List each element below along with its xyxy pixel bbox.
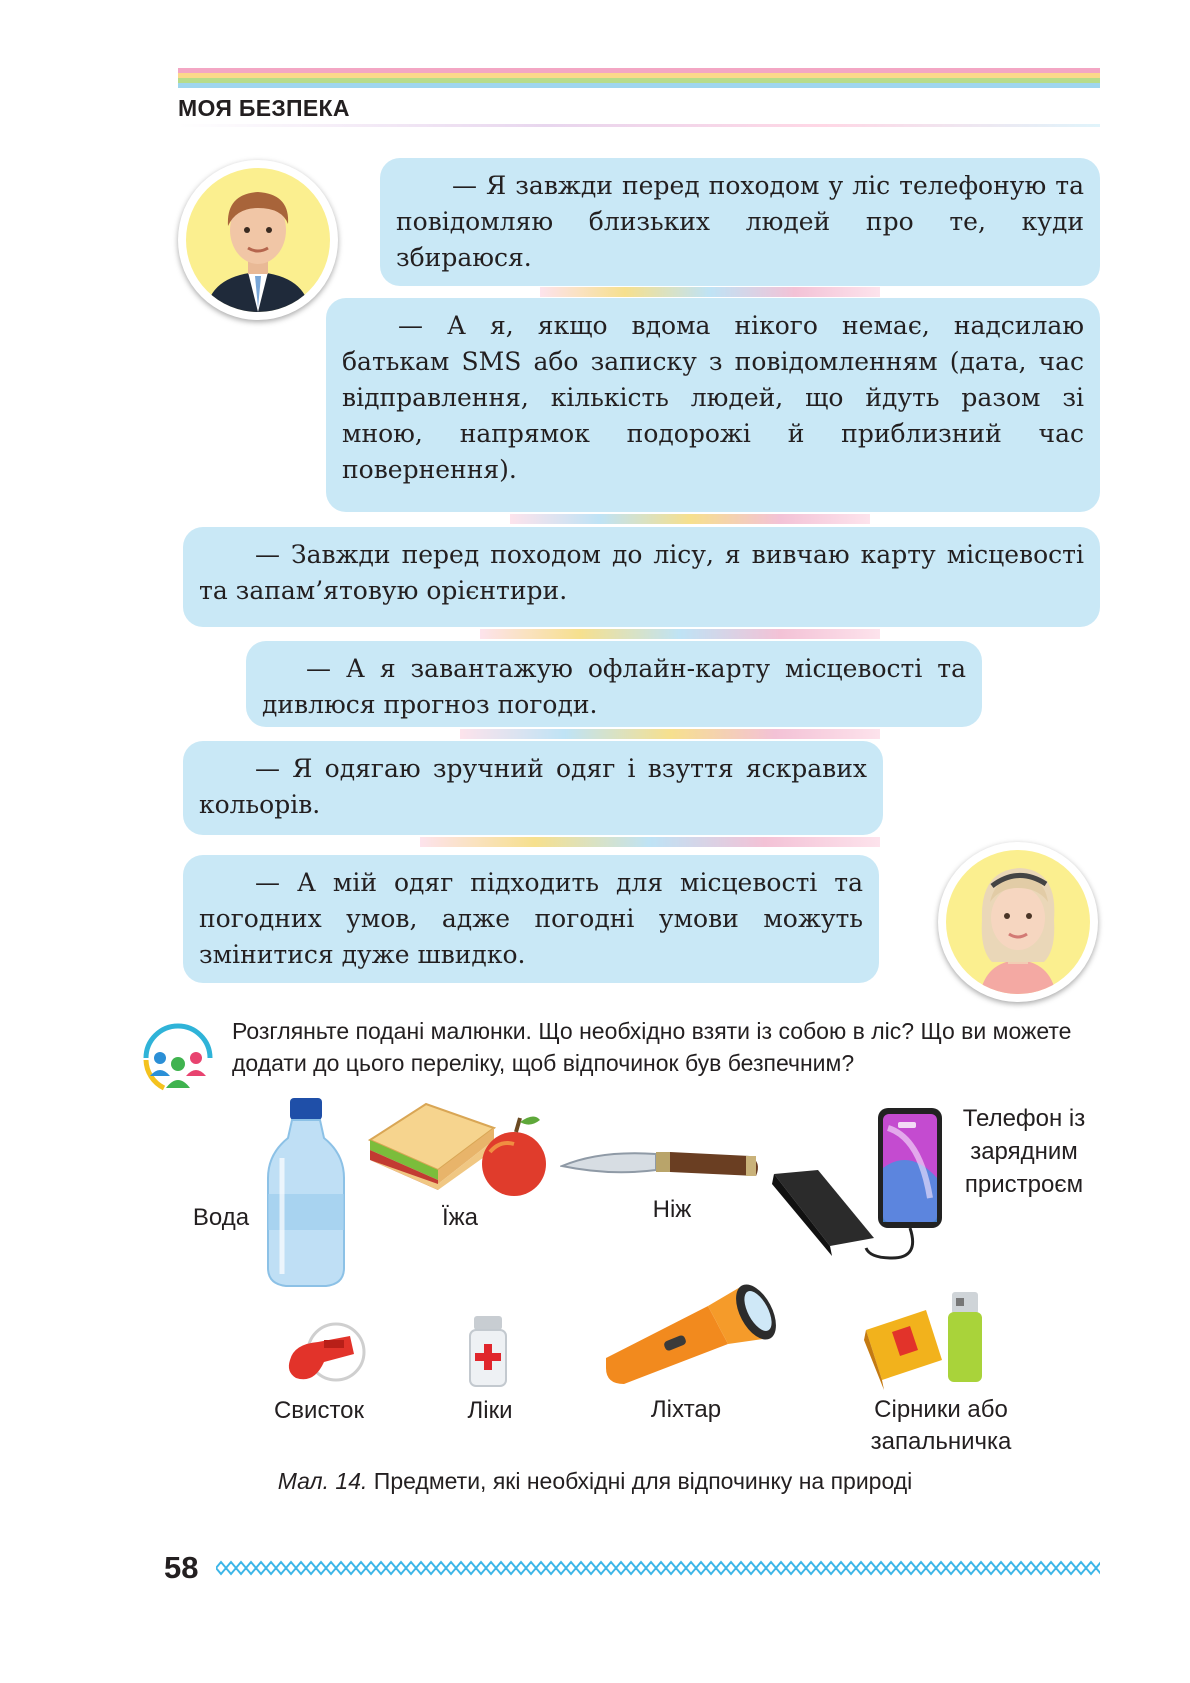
item-label-water: Вода (192, 1204, 250, 1231)
header-stripe-blue (178, 83, 1100, 88)
decorative-zigzag-line (216, 1560, 1100, 1576)
dialog-bubble-6 (183, 855, 879, 983)
medicine-bottle-icon (466, 1316, 510, 1388)
sandwich-apple-icon (366, 1100, 550, 1200)
task-text: Розгляньте подані малюнки. Що необхідно взяти із собою в ліс? Що ви можете додати до цього переліку, щоб відпочинок був безпечним? (232, 1018, 1072, 1076)
girl-portrait-icon (946, 850, 1090, 994)
knife-icon (560, 1140, 764, 1192)
item-label-knife: Ніж (652, 1196, 692, 1223)
dialog-text: — А мій одяг підходить для місцевості та погодних умов, адже погодні умови можуть змінитися дуже швидко. (199, 868, 863, 969)
boy-avatar (178, 160, 338, 320)
confetti-strip (420, 837, 880, 847)
item-label-medicine: Ліки (467, 1397, 513, 1424)
flashlight-icon (600, 1280, 784, 1390)
dialog-text: — Я завжди перед походом у ліс телефоную та повідомляю близьких людей про те, куди збираюся. (396, 171, 1084, 272)
whistle-icon (284, 1320, 368, 1390)
figure-number: Мал. 14. (277, 1468, 368, 1494)
girl-avatar (938, 842, 1098, 1002)
figure-caption-text: Предмети, які необхідні для відпочинку на природі (367, 1468, 913, 1494)
dialog-text: — Я одягаю зручний одяг і взуття яскравих кольорів. (199, 754, 867, 819)
item-label-matches: Сірники або запальничка (870, 1396, 1012, 1455)
confetti-strip (480, 629, 880, 639)
dialog-bubble-3 (183, 527, 1100, 627)
dialog-text: — А я, якщо вдома нікого немає, надсилаю батькам SMS або записку з повідомленням (дата, час відправлення, кількість людей, що йдуть разом зі мною, напрямок подорожі й приблизний час повернення). (342, 311, 1084, 484)
confetti-strip (460, 729, 880, 739)
boy-portrait-icon (186, 168, 330, 312)
dialog-bubble-2 (326, 298, 1100, 512)
item-label-phone: Телефон із зарядним пристроєм (962, 1105, 1086, 1198)
dialog-text: — Завжди перед походом до лісу, я вивчаю карту місцевості та запам’ятовую орієнтири. (199, 540, 1084, 605)
confetti-strip (510, 514, 870, 524)
item-label-flashlight: Ліхтар (650, 1396, 722, 1423)
item-label-food: Їжа (441, 1204, 479, 1231)
dialog-bubble-4 (246, 641, 982, 727)
matches-lighter-icon (862, 1290, 992, 1390)
header-underline (178, 124, 1100, 127)
figure-caption (0, 1468, 1190, 1495)
dialog-text: — А я завантажую офлайн-карту місцевості та дивлюся прогноз погоди. (262, 654, 966, 719)
phone-charger-icon (770, 1108, 950, 1274)
section-title: МОЯ БЕЗПЕКА (178, 95, 350, 121)
item-label-whistle: Свисток (273, 1397, 365, 1424)
dialog-bubble-5 (183, 741, 883, 835)
water-bottle-icon (264, 1098, 348, 1288)
confetti-strip (540, 287, 880, 297)
dialog-bubble-1 (380, 158, 1100, 286)
group-work-icon (140, 1020, 216, 1096)
page-number: 58 (164, 1550, 199, 1585)
